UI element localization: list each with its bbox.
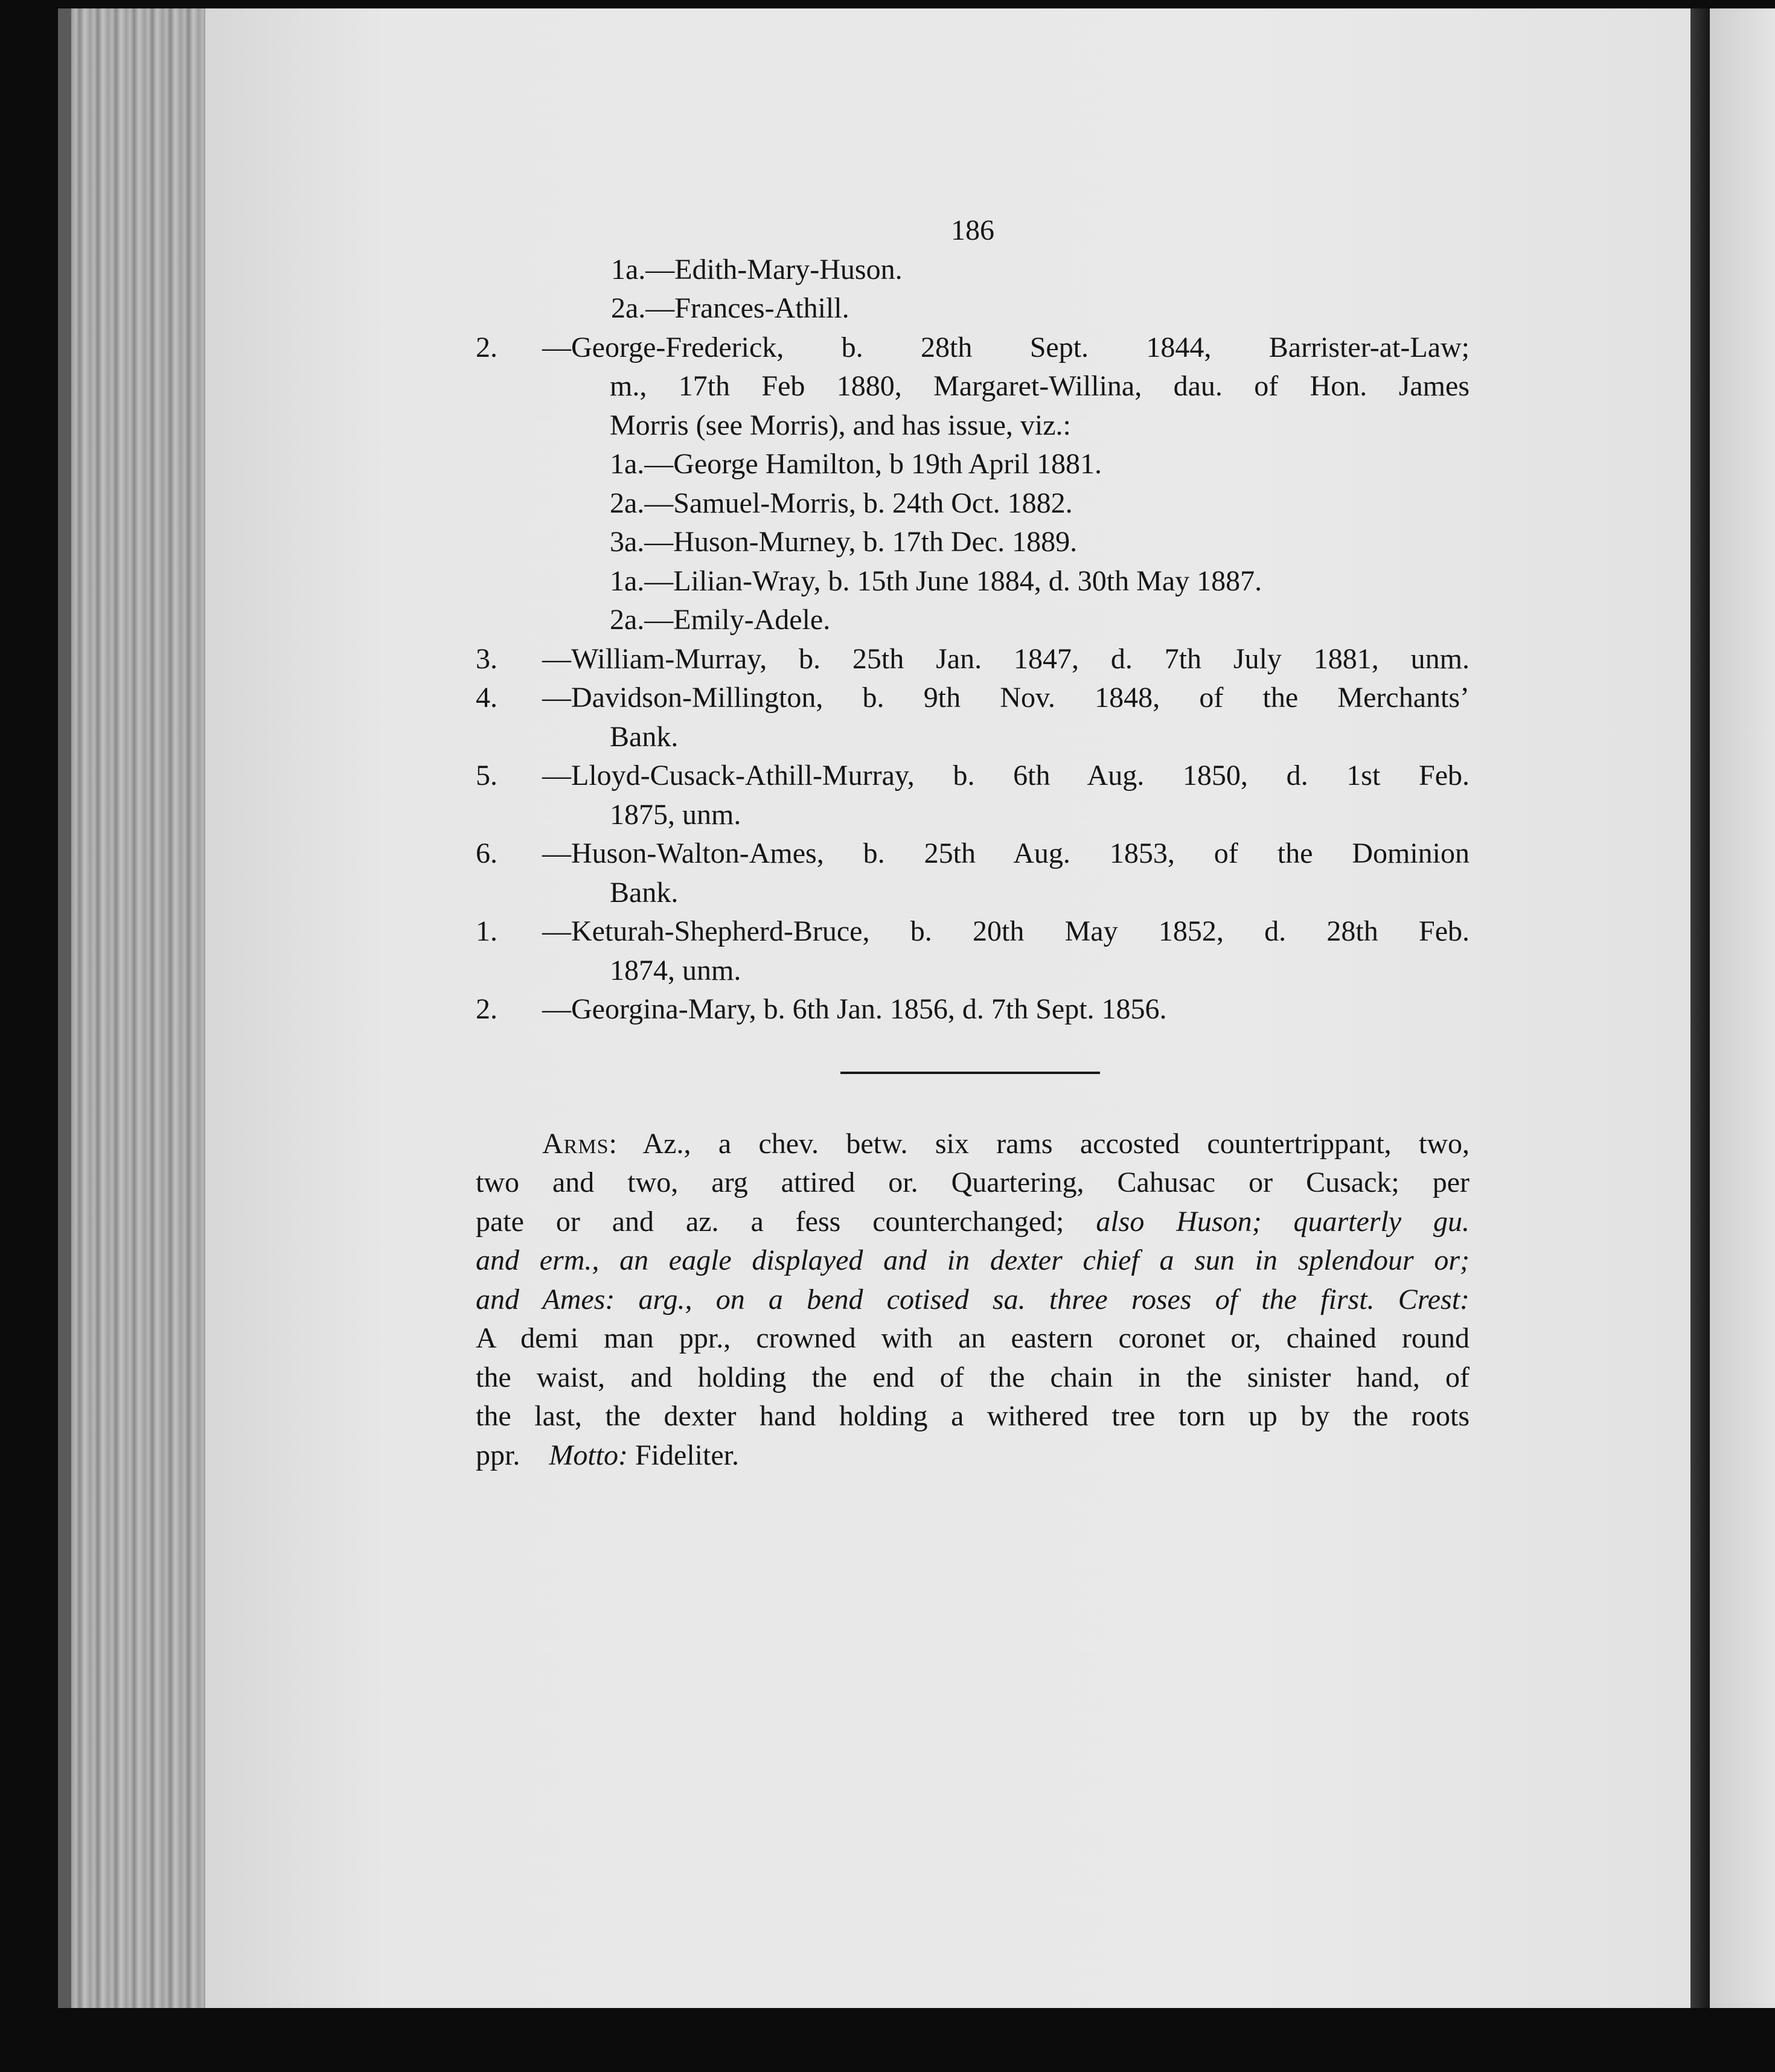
arms-line: [476, 1281, 1470, 1320]
entry-text: —Lloyd-Cusack-Athill-Murray, b. 6th Aug. 1850, d. 1st Feb.: [542, 759, 1470, 791]
entry-number: 2.: [476, 993, 497, 1025]
arms-italic-text: and erm., an eagle displayed and in dexter chief a sun in splendour or;: [476, 1244, 1470, 1276]
entry-line: 1a.—Edith-Mary-Huson.: [611, 253, 903, 286]
arms-italic-text: and Ames: arg., on a bend cotised sa. three roses of the first.: [476, 1283, 1375, 1316]
arms-line: A demi man ppr., crowned with an eastern coronet or, chained round: [476, 1322, 1470, 1354]
entry-number: 1.: [476, 915, 497, 947]
arms-line: [476, 1241, 1470, 1281]
arms-text: pate or and az. a fess counterchanged;: [476, 1205, 1064, 1238]
motto-text: Fideliter.: [635, 1439, 739, 1471]
entry-number: 4.: [476, 682, 497, 714]
facing-page-edge: [1710, 8, 1775, 2008]
section-divider: [840, 1072, 1100, 1074]
arms-italic-text: also Huson; quarterly gu.: [1096, 1205, 1470, 1238]
entry-number: 6.: [476, 837, 497, 869]
entry-number: 3.: [476, 642, 497, 675]
entry-text: —Davidson-Millington, b. 9th Nov. 1848, of the Merchants’: [542, 682, 1470, 714]
entry-lloyd-cusack: [476, 756, 1470, 796]
arms-text: : Az., a chev. betw. six rams accosted countertrippant, two,: [609, 1127, 1470, 1160]
arms-line: [476, 1125, 1470, 1164]
arms-label: Arms: [542, 1127, 609, 1160]
entry-keturah: [476, 912, 1470, 951]
entry-george-frederick: [476, 328, 1470, 368]
page-number: 186: [951, 214, 994, 246]
entry-text: —George-Frederick, b. 28th Sept. 1844, Barrister-at-Law;: [542, 331, 1470, 363]
entry-line: 2a.—Emily-Adele.: [610, 604, 831, 636]
page-edges: [71, 8, 206, 2008]
arms-paragraph: [476, 1125, 1470, 1476]
entry-line: 1875, unm.: [610, 798, 741, 831]
entry-line: 1874, unm.: [610, 954, 741, 986]
entry-number: 2.: [476, 331, 497, 363]
arms-line: the waist, and holding the end of the chain in the sinister hand, of: [476, 1361, 1470, 1393]
entry-text: —Huson-Walton-Ames, b. 25th Aug. 1853, of the Dominion: [542, 837, 1470, 869]
entry-william-murray: [476, 640, 1470, 679]
entry-line: 1a.—Lilian-Wray, b. 15th June 1884, d. 30th May 1887.: [610, 564, 1262, 597]
entry-line: Morris (see Morris), and has issue, viz.:: [610, 409, 1071, 441]
page-text: [476, 211, 1470, 1475]
entry-line: 2a.—Samuel-Morris, b. 24th Oct. 1882.: [610, 487, 1073, 519]
entry-line: 3a.—Huson-Murney, b. 17th Dec. 1889.: [610, 526, 1078, 558]
arms-line: [476, 1203, 1470, 1242]
entry-text: —Keturah-Shepherd-Bruce, b. 20th May 1852, d. 28th Feb.: [542, 915, 1470, 947]
arms-line: the last, the dexter hand holding a withered tree torn up by the roots: [476, 1400, 1470, 1432]
entry-georgina-mary: [476, 990, 1470, 1029]
entry-number: 5.: [476, 759, 497, 791]
entry-text: —William-Murray, b. 25th Jan. 1847, d. 7th July 1881, unm.: [542, 642, 1470, 675]
entry-line: Bank.: [610, 876, 679, 909]
book-gutter: [1690, 8, 1710, 2008]
entry-huson-walton-ames: [476, 834, 1470, 874]
arms-line: two and two, arg attired or. Quartering, Cahusac or Cusack; per: [476, 1166, 1470, 1198]
entry-line: 2a.—Frances-Athill.: [611, 292, 849, 324]
arms-line: [476, 1436, 1470, 1476]
entry-line: 1a.—George Hamilton, b 19th April 1881.: [610, 448, 1102, 480]
entry-line: Bank.: [610, 720, 679, 753]
motto-label: Motto:: [549, 1439, 628, 1471]
entry-davidson-millington: [476, 679, 1470, 718]
entry-text: —Georgina-Mary, b. 6th Jan. 1856, d. 7th Sept. 1856.: [542, 993, 1167, 1025]
arms-text: ppr.: [476, 1439, 520, 1471]
entry-line: m., 17th Feb 1880, Margaret-Willina, dau. of Hon. James: [610, 370, 1470, 402]
crest-label: Crest:: [1398, 1283, 1470, 1316]
